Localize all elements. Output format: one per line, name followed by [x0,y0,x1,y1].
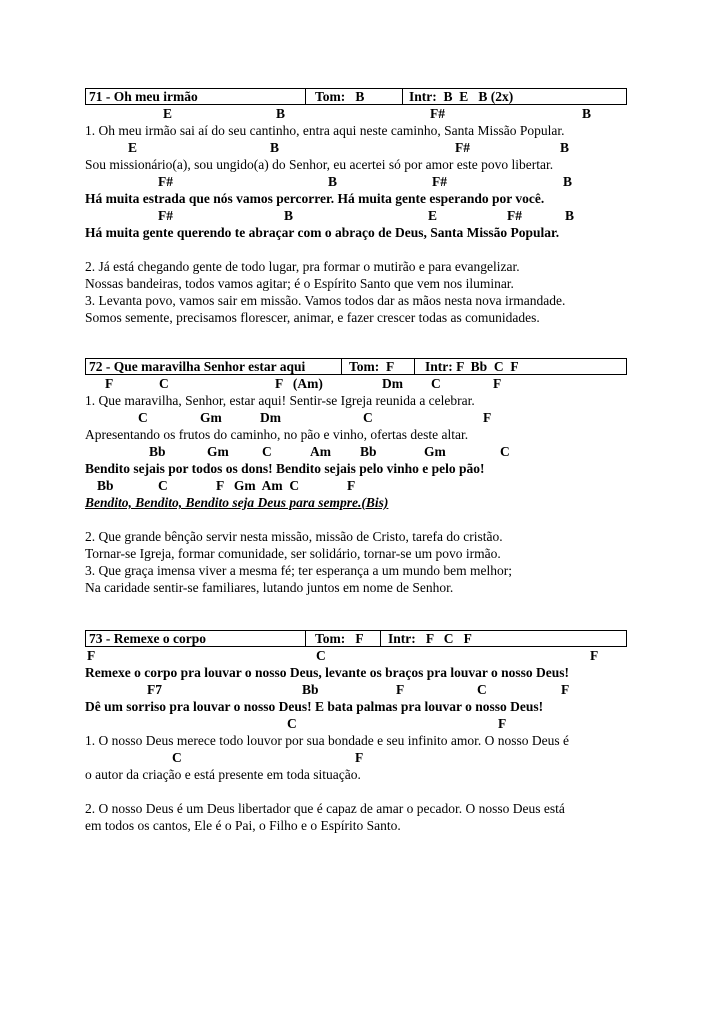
verse-line: em todos os cantos, Ele é o Pai, o Filho e o Espírito Santo. [85,818,401,833]
chord: C [262,444,272,459]
lyric-line: 1. Oh meu irmão sai aí do seu cantinho, entra aqui neste caminho, Santa Missão Popular. [85,123,565,138]
chord-line [85,681,627,698]
chord: F [396,682,405,697]
chord: F# [507,208,522,223]
song-key: Tom: F [315,631,364,646]
chord: F [483,410,492,425]
song-title: 71 - Oh meu irmão [89,89,198,104]
lyric-line: o autor da criação e está presente em toda situação. [85,767,361,782]
verse-line: 3. Levanta povo, vamos sair em missão. Vamos todos dar as mãos nesta nova irmandade. [85,293,566,308]
chord-line [85,443,627,460]
chord: Bb [149,444,166,459]
chord: F [347,478,356,493]
chord: E [128,140,138,155]
song-73 [85,630,627,834]
chord: Bb [302,682,319,697]
chord: Dm [260,410,281,425]
chord: F [493,376,502,391]
chord: C [159,376,169,391]
chord: B [582,106,592,121]
verse-line: Na caridade sentir-se familiares, lutando juntos em nome de Senhor. [85,580,454,595]
chord-line [85,105,627,122]
song-key: Tom: B [315,89,365,104]
chord: C [138,410,148,425]
lyric-line: 1. O nosso Deus merece todo louvor por sua bondade e seu infinito amor. O nosso Deus é [85,733,570,748]
chord: F# [430,106,445,121]
chord-line [85,647,627,664]
chord: F# [432,174,447,189]
chord: F (Am) [275,376,323,391]
chord: Gm [207,444,229,459]
chord: F [105,376,114,391]
chord: F [498,716,507,731]
chord: F [355,750,364,765]
chord: C [363,410,373,425]
chord: C [158,478,168,493]
chord: B [565,208,575,223]
chord: C [316,648,326,663]
song-title: 73 - Remexe o corpo [89,631,206,646]
chord: C [500,444,510,459]
chord: F# [158,174,173,189]
chord-line [85,207,627,224]
chord: F# [158,208,173,223]
lyric-line: Há muita gente querendo te abraçar com o abraço de Deus, Santa Missão Popular. [85,225,560,240]
lyric-line: Sou missionário(a), sou ungido(a) do Senhor, eu acertei só por amor este povo libertar. [85,157,554,172]
chord: C [477,682,487,697]
lyric-line: Remexe o corpo pra louvar o nosso Deus, levante os braços pra louvar o nosso Deus! [85,665,569,680]
chord: F [561,682,570,697]
lyric-line: 1. Que maravilha, Senhor, estar aqui! Sentir-se Igreja reunida a celebrar. [85,393,475,408]
chord: Gm [200,410,222,425]
lyric-line: Dê um sorriso pra louvar o nosso Deus! E bata palmas pra louvar o nosso Deus! [85,699,544,714]
song-72 [85,358,627,596]
chord-line [85,173,627,190]
chord: Bb [97,478,114,493]
chord: B [270,140,280,155]
chord: E [163,106,173,121]
lyric-line: Há muita estrada que nós vamos percorrer. Há muita gente esperando por você. [85,191,545,206]
chord: E [428,208,438,223]
chord: C [431,376,441,391]
song-71 [85,88,627,326]
chord: C [172,750,182,765]
chord: F [590,648,599,663]
chord: F [87,648,96,663]
song-header [85,630,627,647]
lyric-line: Bendito sejais por todos os dons! Bendito sejais pelo vinho e pelo pão! [85,461,485,476]
verse-line: Tornar-se Igreja, formar comunidade, ser solidário, tornar-se um povo irmão. [85,546,501,561]
chord-line [85,139,627,156]
chord-line [85,375,627,392]
chord-line [85,715,627,732]
verse-line: Nossas bandeiras, todos vamos agitar; é o Espírito Santo que vem nos iluminar. [85,276,514,291]
chord: B [563,174,573,189]
chord: Am [310,444,331,459]
verse-line: 2. Já está chegando gente de todo lugar, pra formar o mutirão e para evangelizar. [85,259,520,274]
song-title: 72 - Que maravilha Senhor estar aqui [89,359,306,374]
song-intro: Intr: F C F [388,631,472,646]
chord-line [85,409,627,426]
song-header [85,358,627,375]
verse-line: 3. Que graça imensa viver a mesma fé; ter esperança a um mundo bem melhor; [85,563,512,578]
chord: B [560,140,570,155]
verse-line: Somos semente, precisamos florescer, animar, e fazer crescer todas as comunidades. [85,310,540,325]
chord: F# [455,140,470,155]
lyric-line: Bendito, Bendito, Bendito seja Deus para sempre.(Bis) [85,495,389,510]
song-intro: Intr: B E B (2x) [409,89,514,104]
lyric-line: Apresentando os frutos do caminho, no pão e vinho, ofertas deste altar. [85,427,469,442]
verse-line: 2. O nosso Deus é um Deus libertador que é capaz de amar o pecador. O nosso Deus está [85,801,565,816]
chord: B [276,106,286,121]
chord: C [287,716,297,731]
verse-line: 2. Que grande bênção servir nesta missão, missão de Cristo, tarefa do cristão. [85,529,503,544]
chord: B [284,208,294,223]
song-header [85,88,627,105]
chord: Bb [360,444,377,459]
song-intro: Intr: F Bb C F [425,359,519,374]
chord: F Gm Am C [216,478,300,493]
chord: Gm [424,444,446,459]
song-key: Tom: F [349,359,395,374]
chord-line [85,749,627,766]
chord-line [85,477,627,494]
chord: F7 [147,682,162,697]
chord: Dm [382,376,403,391]
chord: B [328,174,338,189]
